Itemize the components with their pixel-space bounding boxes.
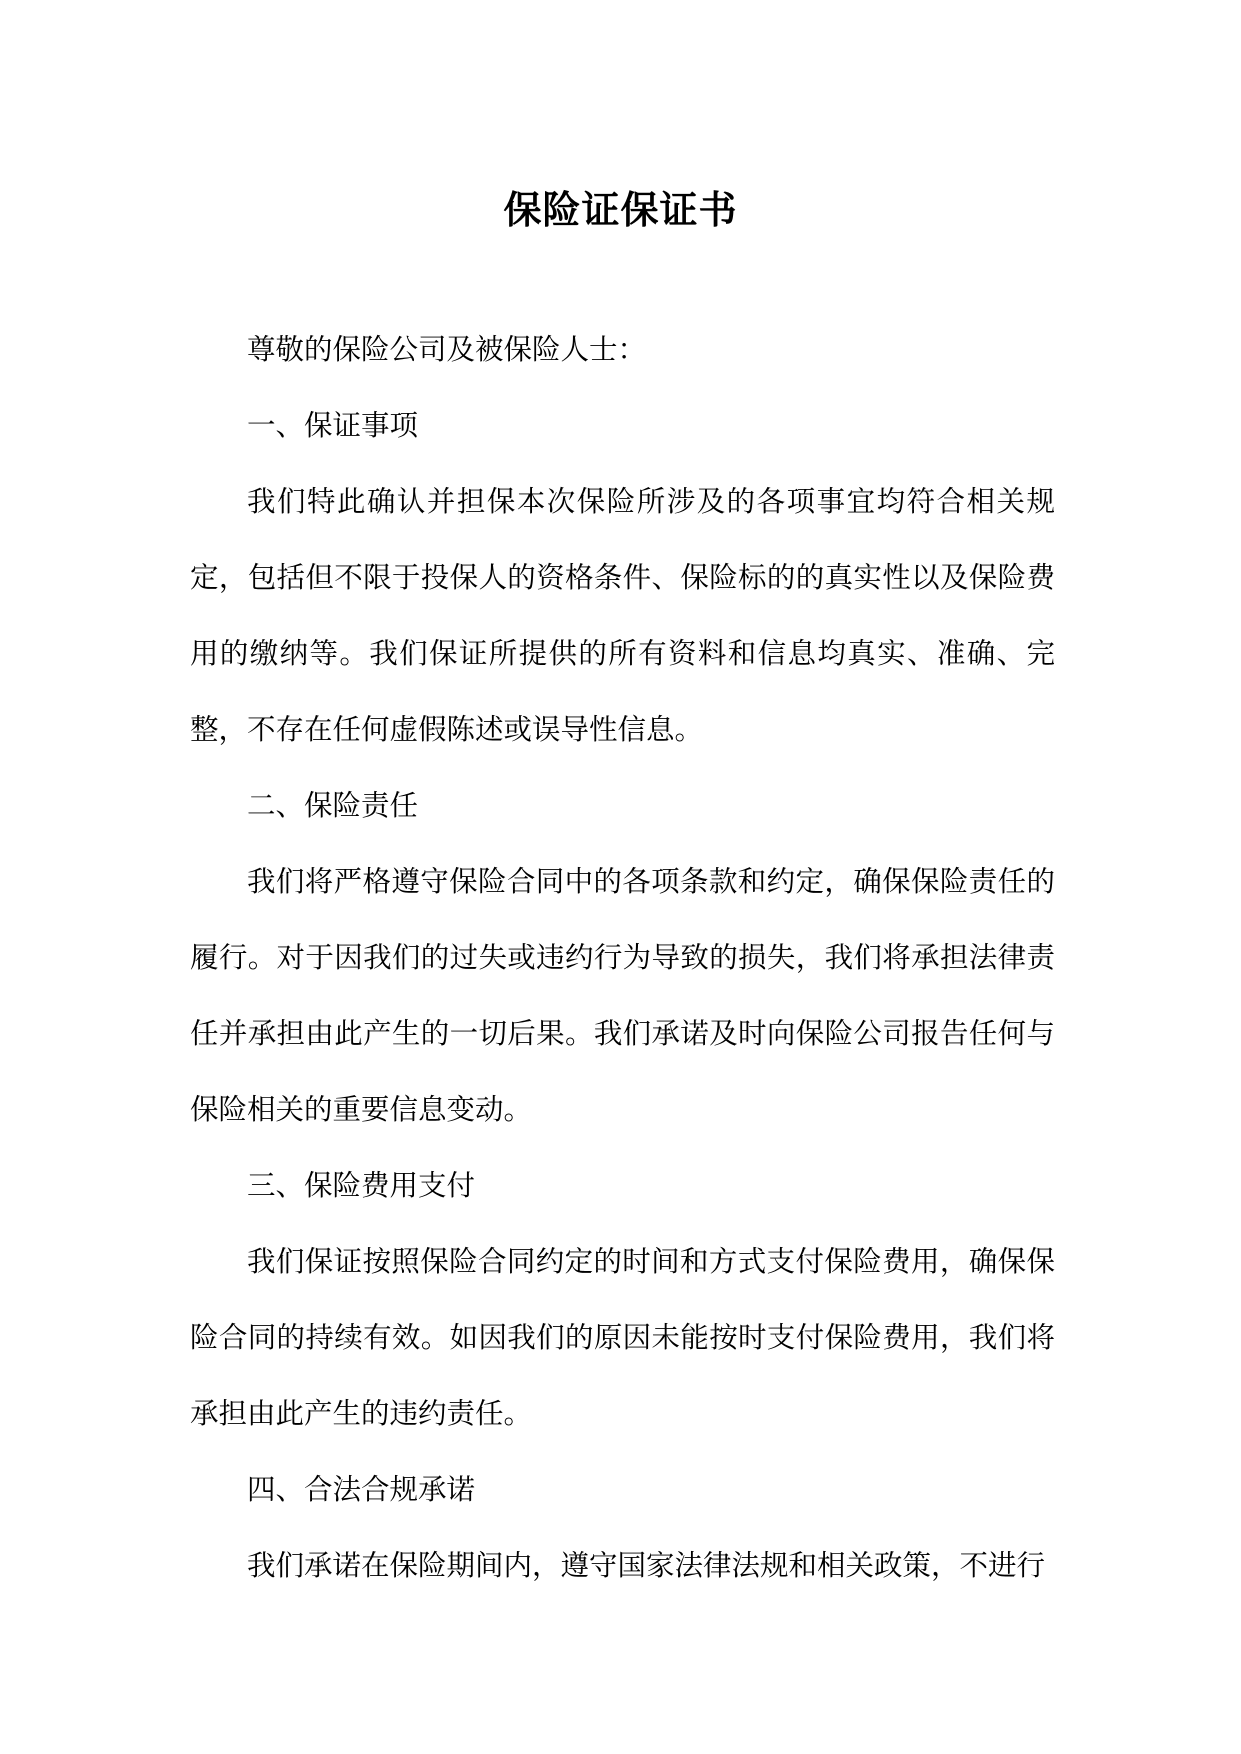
document-body (190, 312, 1055, 1604)
section-body-insurance-liability: 我们将严格遵守保险合同中的各项条款和约定，确保保险责任的履行。对于因我们的过失或违约行为导致的损失，我们将承担法律责任并承担由此产生的一切后果。我们承诺及时向保险公司报告任何与保险相关的重要信息变动。 (190, 865, 1055, 1126)
section-body-premium-payment: 我们保证按照保险合同约定的时间和方式支付保险费用，确保保险合同的持续有效。如因我们的原因未能按时支付保险费用，我们将承担由此产生的违约责任。 (190, 1245, 1055, 1430)
section-body-guarantee-items: 我们特此确认并担保本次保险所涉及的各项事宜均符合相关规定，包括但不限于投保人的资格条件、保险标的的真实性以及保险费用的缴纳等。我们保证所提供的所有资料和信息均真实、准确、完整，不存在任何虚假陈述或误导性信息。 (190, 485, 1055, 746)
section-heading-insurance-liability: 二、保险责任 (247, 789, 419, 822)
section-body-compliance: 我们承诺在保险期间内，遵守国家法律法规和相关政策，不进行 (247, 1549, 1046, 1582)
document-title: 保险证保证书 (503, 187, 738, 232)
section-heading-guarantee-items: 一、保证事项 (247, 409, 419, 442)
section-heading-compliance: 四、合法合规承诺 (247, 1473, 476, 1506)
salutation: 尊敬的保险公司及被保险人士： (247, 333, 647, 366)
section-heading-premium-payment: 三、保险费用支付 (247, 1169, 476, 1202)
